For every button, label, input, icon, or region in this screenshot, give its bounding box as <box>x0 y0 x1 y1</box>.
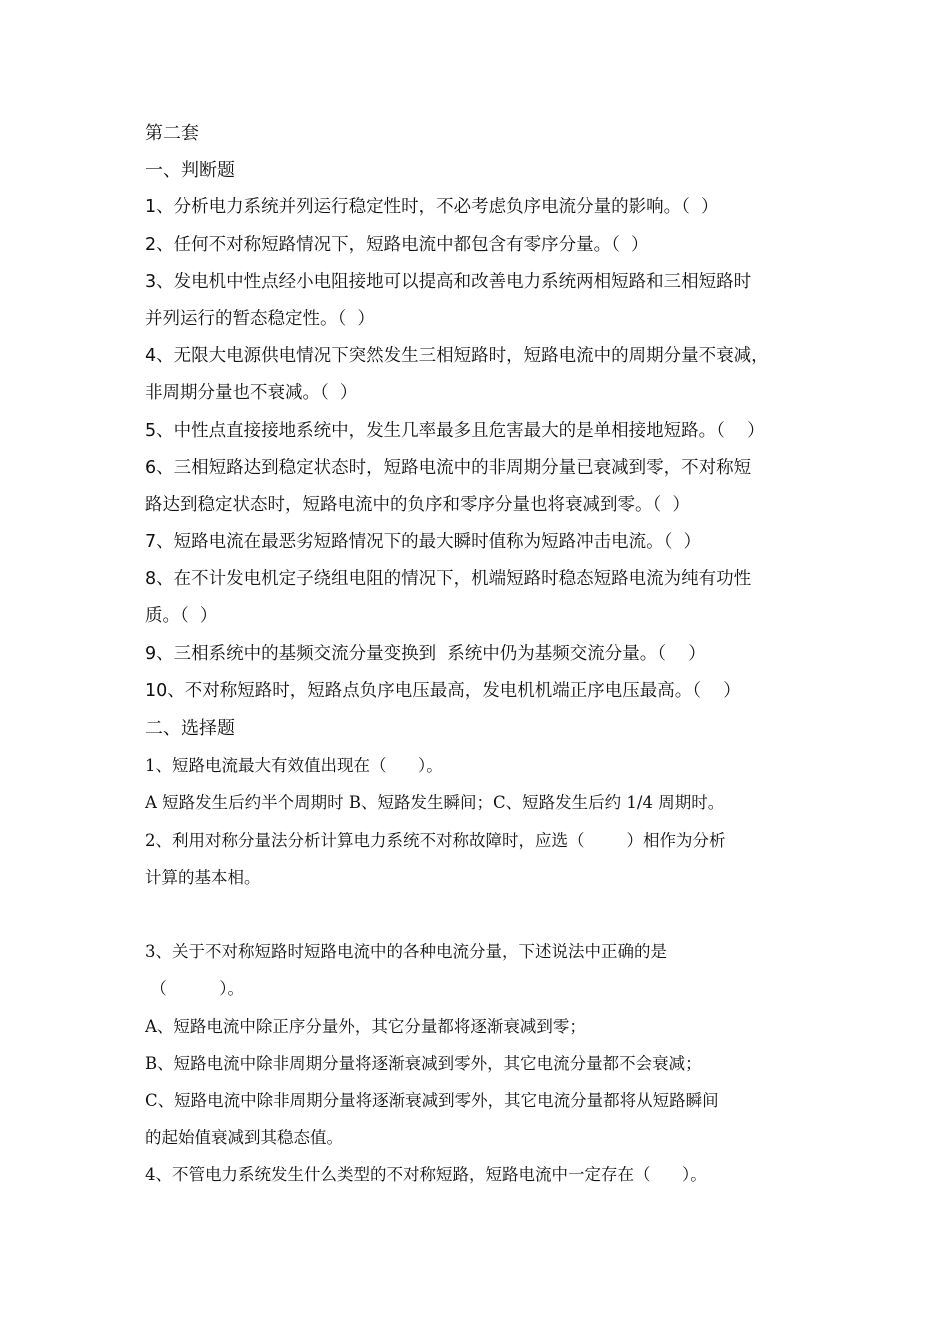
choice-question-2-options <box>145 896 815 933</box>
choice-question-3-option-b: B、短路电流中除非周期分量将逐渐衰减到零外，其它电流分量都不会衰减； <box>145 1053 702 1073</box>
judgment-question-7: 7、短路电流在最恶劣短路情况下的最大瞬时值称为短路冲击电流。（ ） <box>145 532 702 553</box>
judgment-question-6-line2: 路达到稳定状态时，短路电流中的负序和零序分量也将衰减到零。（ ） <box>145 494 690 515</box>
choice-question-3-line2: （ ）。 <box>145 979 244 999</box>
choice-question-2-line1: 2、利用对称分量法分析计算电力系统不对称故障时，应选（ ）相作为分析 <box>145 830 726 850</box>
judgment-question-3-line1: 3、发电机中性点经小电阻接地可以提高和改善电力系统两相短路和三相短路时 <box>145 271 752 292</box>
choice-question-4: 4、不管电力系统发生什么类型的不对称短路，短路电流中一定存在（ ）。 <box>145 1165 707 1185</box>
document-body <box>145 115 815 1193</box>
judgment-question-9: 9、三相系统中的基频交流分量变换到 系统中仍为基频交流分量。（ ） <box>145 643 706 664</box>
judgment-question-8-line2: 质。（ ） <box>145 606 218 627</box>
judgment-question-10: 10、不对称短路时，短路点负序电压最高，发电机机端正序电压最高。（ ） <box>145 680 741 701</box>
judgment-question-8-line1: 8、在不计发电机定子绕组电阻的情况下，机端短路时稳态短路电流为纯有功性 <box>145 569 752 590</box>
choice-question-3-option-c-line1: C、短路电流中除非周期分量将逐渐衰减到零外，其它电流分量都将从短路瞬间 <box>145 1090 719 1110</box>
section-heading-judgment: 一、判断题 <box>145 160 235 182</box>
judgment-question-1: 1、分析电力系统并列运行稳定性时，不必考虑负序电流分量的影响。（ ） <box>145 197 719 218</box>
judgment-question-3-line2: 并列运行的暂态稳定性。（ ） <box>145 308 375 329</box>
judgment-question-4-line2: 非周期分量也不衰减。（ ） <box>145 383 358 404</box>
section-heading-choice: 二、选择题 <box>145 718 235 739</box>
choice-question-1: 1、短路电流最大有效值出现在（ ）。 <box>145 756 443 776</box>
choice-question-2-line2: 计算的基本相。 <box>145 867 261 887</box>
judgment-question-2: 2、任何不对称短路情况下，短路电流中都包含有零序分量。（ ） <box>145 234 649 255</box>
choice-question-3-option-c-line2: 的起始值衰减到其稳态值。 <box>145 1128 343 1148</box>
judgment-question-6-line1: 6、三相短路达到稳定状态时，短路电流中的非周期分量已衰减到零，不对称短 <box>145 457 752 478</box>
document-title: 第二套 <box>145 123 199 144</box>
choice-question-3-line1: 3、关于不对称短路时短路电流中的各种电流分量，下述说法中正确的是 <box>145 942 667 962</box>
judgment-question-5: 5、中性点直接接地系统中，发生几率最多且危害最大的是单相接地短路。（ ） <box>145 420 765 441</box>
choice-question-1-options: A 短路发生后约半个周期时 B、短路发生瞬间；C、短路发生后约 1/4 周期时。 <box>145 793 725 813</box>
judgment-question-4-line1: 4、无限大电源供电情况下突然发生三相短路时，短路电流中的周期分量不衰减， <box>145 346 769 367</box>
choice-question-3-option-a: A、短路电流中除正序分量外，其它分量都将逐渐衰减到零； <box>145 1016 586 1036</box>
